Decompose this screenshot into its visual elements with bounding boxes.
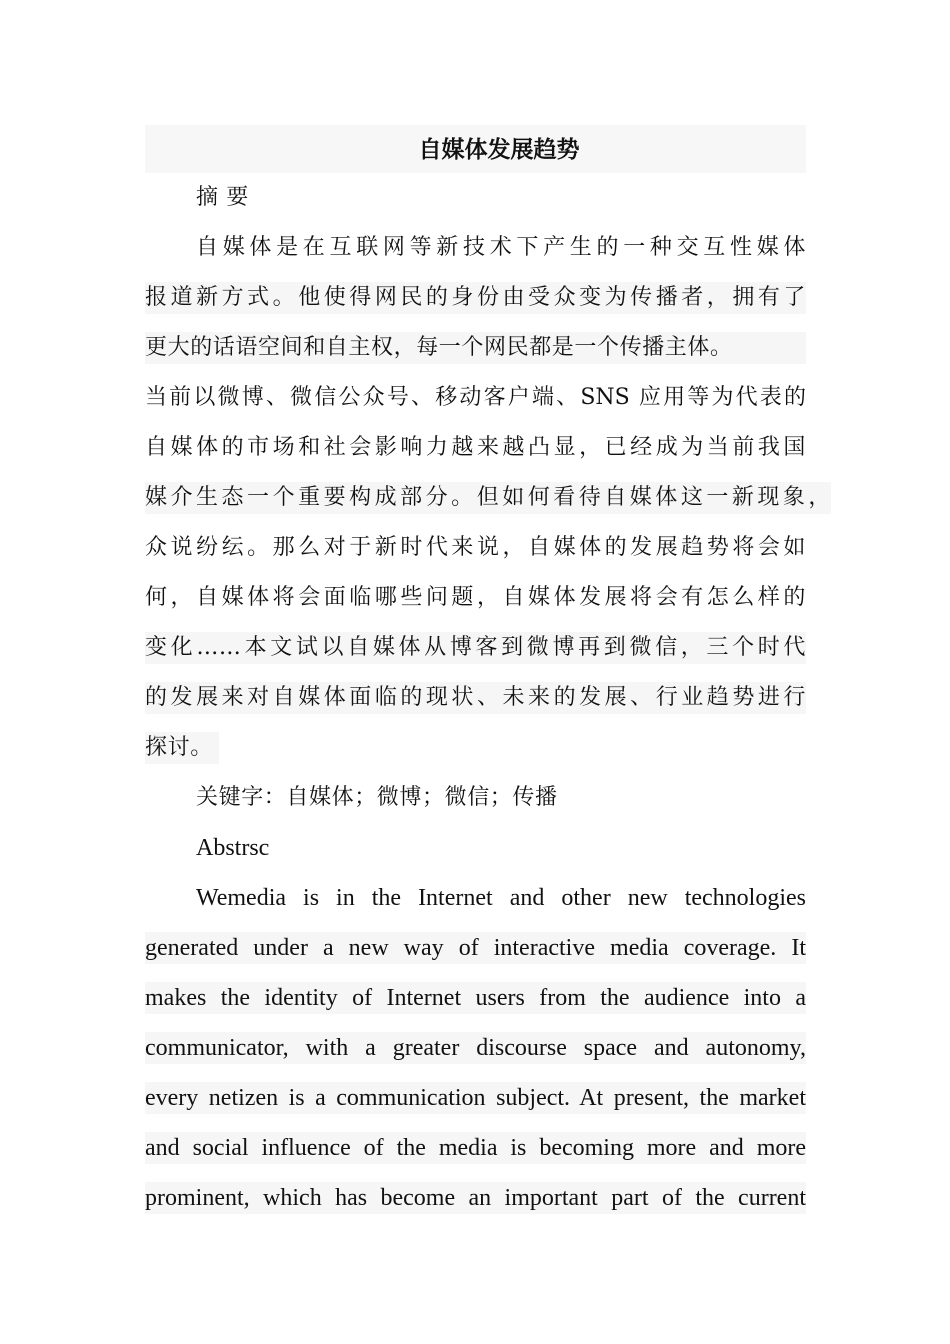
- abstract-cn-line: 报道新方式。他使得网民的身份由受众变为传播者，拥有了: [145, 282, 806, 314]
- keywords-cn: 关键字：自媒体；微博；微信；传播: [196, 785, 558, 810]
- abstract-cn-line: 众说纷纭。那么对于新时代来说，自媒体的发展趋势将会如: [145, 535, 806, 560]
- document-title: 自媒体发展趋势: [418, 137, 580, 163]
- abstract-cn-line: 媒介生态一个重要构成部分。但如何看待自媒体这一新现象，: [145, 482, 831, 514]
- abstract-heading-en: Abstrsc: [196, 835, 270, 861]
- abstract-cn-line: 自媒体是在互联网等新技术下产生的一种交互性媒体: [196, 235, 806, 260]
- abstract-en-line: prominent, which has become an important part of the current: [145, 1182, 806, 1214]
- abstract-cn-line: 何，自媒体将会面临哪些问题，自媒体发展将会有怎么样的: [145, 585, 806, 610]
- abstract-en-line: every netizen is a communication subject. At present, the market: [145, 1082, 806, 1114]
- abstract-en-line: makes the identity of Internet users from the audience into a: [145, 982, 806, 1014]
- abstract-cn-line: 当前以微博、微信公众号、移动客户端、SNS 应用等为代表的: [145, 385, 806, 410]
- abstract-cn-line: 探讨。: [145, 732, 219, 764]
- abstract-en-line: and social influence of the media is becoming more and more: [145, 1132, 806, 1164]
- abstract-en-line: Wemedia is in the Internet and other new technologies: [196, 885, 806, 911]
- abstract-cn-line: 自媒体的市场和社会影响力越来越凸显，已经成为当前我国: [145, 435, 806, 460]
- abstract-en-line: generated under a new way of interactive media coverage. It: [145, 932, 806, 964]
- abstract-en-line: communicator, with a greater discourse space and autonomy,: [145, 1032, 806, 1064]
- abstract-cn-line: 的发展来对自媒体面临的现状、未来的发展、行业趋势进行: [145, 682, 806, 714]
- abstract-heading-cn: 摘 要: [196, 185, 249, 210]
- abstract-cn-line: 变化……本文试以自媒体从博客到微博再到微信，三个时代: [145, 632, 806, 664]
- abstract-cn-line: 更大的话语空间和自主权，每一个网民都是一个传播主体。: [145, 332, 806, 364]
